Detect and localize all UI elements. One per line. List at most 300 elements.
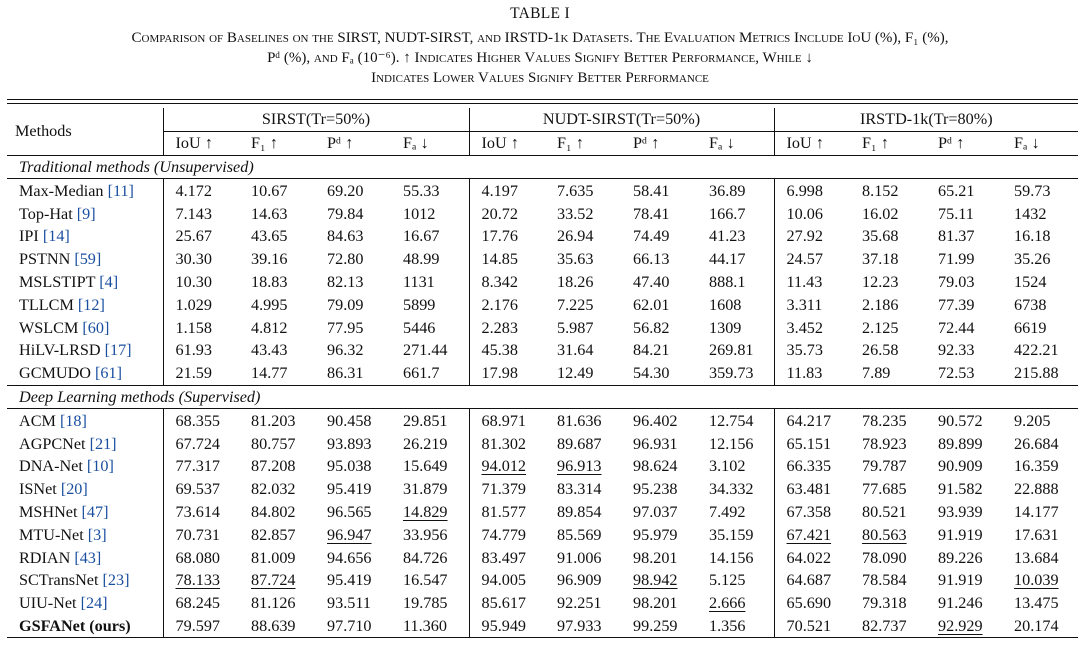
value-cell: 81.302 bbox=[469, 432, 545, 455]
value-cell: 97.933 bbox=[545, 615, 621, 638]
table-row bbox=[7, 455, 1078, 478]
value-cell: 68.080 bbox=[163, 546, 239, 569]
method-name-cell bbox=[7, 339, 163, 362]
value-cell: 74.49 bbox=[633, 227, 670, 246]
citation-link[interactable]: [20] bbox=[60, 480, 88, 499]
value-cell: 7.225 bbox=[557, 295, 594, 314]
table-body bbox=[7, 155, 1078, 638]
value-cell: 68.971 bbox=[469, 409, 545, 432]
table-row bbox=[7, 271, 1078, 294]
value-cell: 45.38 bbox=[469, 339, 545, 362]
method-name: UIU-Net bbox=[19, 594, 77, 613]
citation-link[interactable]: [43] bbox=[74, 548, 102, 567]
value-cell: 95.419 bbox=[327, 571, 372, 590]
value-cell: 96.909 bbox=[557, 571, 602, 590]
method-name-cell bbox=[7, 202, 163, 225]
value-cell: 63.481 bbox=[774, 478, 850, 501]
method-name-cell bbox=[7, 316, 163, 339]
value-cell: 5446 bbox=[403, 318, 436, 337]
value-cell: 84.802 bbox=[251, 502, 296, 521]
value-cell: 6.998 bbox=[774, 179, 850, 202]
value-cell: 17.76 bbox=[469, 225, 545, 248]
value-cell: 8.342 bbox=[469, 271, 545, 294]
method-name: AGPCNet bbox=[19, 434, 86, 453]
value-cell: 4.812 bbox=[251, 318, 288, 337]
method-name-cell bbox=[7, 409, 163, 432]
value-cell: 74.779 bbox=[469, 523, 545, 546]
citation-link[interactable]: [24] bbox=[80, 594, 108, 613]
value-cell: 87.724 bbox=[251, 571, 296, 590]
value-cell: 16.359 bbox=[1014, 457, 1059, 476]
table-row bbox=[7, 478, 1078, 501]
method-name-cell bbox=[7, 546, 163, 569]
value-cell: 1.029 bbox=[163, 293, 239, 316]
value-cell: 12.49 bbox=[557, 364, 594, 383]
method-name: SCTransNet bbox=[19, 571, 99, 590]
value-cell: 6738 bbox=[1014, 295, 1047, 314]
citation-link[interactable]: [18] bbox=[59, 411, 87, 430]
value-cell: 3.102 bbox=[709, 457, 746, 476]
metric-header: F₁ ↑ bbox=[850, 131, 926, 155]
value-cell: 41.23 bbox=[709, 227, 746, 246]
value-cell: 2.666 bbox=[709, 594, 746, 613]
value-cell: 1608 bbox=[709, 295, 742, 314]
value-cell: 68.245 bbox=[163, 592, 239, 615]
value-cell: 21.59 bbox=[163, 362, 239, 385]
value-cell: 7.89 bbox=[862, 364, 891, 383]
value-cell: 97.037 bbox=[633, 502, 678, 521]
value-cell: 96.32 bbox=[327, 341, 364, 360]
value-cell: 4.197 bbox=[469, 179, 545, 202]
metric-header: F₁ ↑ bbox=[545, 131, 621, 155]
method-name: Max-Median bbox=[19, 181, 104, 200]
value-cell: 95.038 bbox=[327, 457, 372, 476]
value-cell: 166.7 bbox=[709, 204, 746, 223]
comparison-table bbox=[7, 108, 1078, 638]
value-cell: 95.979 bbox=[633, 525, 678, 544]
value-cell: 7.492 bbox=[709, 502, 746, 521]
value-cell: 14.156 bbox=[709, 548, 754, 567]
value-cell: 14.829 bbox=[403, 502, 448, 521]
value-cell: 78.41 bbox=[633, 204, 670, 223]
value-cell: 5.125 bbox=[709, 571, 746, 590]
value-cell: 47.40 bbox=[633, 272, 670, 291]
value-cell: 62.01 bbox=[633, 295, 670, 314]
value-cell: 6619 bbox=[1014, 318, 1047, 337]
value-cell: 92.251 bbox=[557, 594, 602, 613]
table-row bbox=[7, 523, 1078, 546]
value-cell: 11.83 bbox=[774, 362, 850, 385]
value-cell: 215.88 bbox=[1014, 364, 1059, 383]
value-cell: 3.452 bbox=[774, 316, 850, 339]
value-cell: 71.99 bbox=[938, 250, 975, 269]
method-name-cell bbox=[7, 271, 163, 294]
value-cell: 1309 bbox=[709, 318, 742, 337]
value-cell: 96.947 bbox=[327, 525, 372, 544]
citation-link[interactable]: [60] bbox=[82, 318, 110, 337]
value-cell: 72.44 bbox=[938, 318, 975, 337]
value-cell: 83.497 bbox=[469, 546, 545, 569]
value-cell: 359.73 bbox=[709, 364, 754, 383]
table-row bbox=[7, 432, 1078, 455]
caption-line: Pᵈ (%), and Fₐ (10⁻⁶). ↑ Indicates Higher Values Signify Better Performance, While ↓ bbox=[267, 50, 813, 66]
citation-link[interactable]: [14] bbox=[42, 227, 70, 246]
value-cell: 24.57 bbox=[774, 248, 850, 271]
value-cell: 81.009 bbox=[251, 548, 296, 567]
value-cell: 33.52 bbox=[557, 204, 594, 223]
value-cell: 79.597 bbox=[163, 615, 239, 638]
value-cell: 18.83 bbox=[251, 272, 288, 291]
section-header-row bbox=[7, 155, 1078, 179]
value-cell: 69.20 bbox=[327, 181, 364, 200]
citation-link[interactable]: [59] bbox=[74, 250, 102, 269]
value-cell: 12.156 bbox=[709, 434, 754, 453]
value-cell: 16.67 bbox=[403, 227, 440, 246]
value-cell: 78.133 bbox=[163, 569, 239, 592]
group-header-sirst: SIRST(Tr=50%) bbox=[163, 108, 469, 131]
value-cell: 77.317 bbox=[163, 455, 239, 478]
value-cell: 27.92 bbox=[774, 225, 850, 248]
value-cell: 96.402 bbox=[633, 411, 678, 430]
citation-link[interactable]: [4] bbox=[99, 272, 119, 291]
value-cell: 66.13 bbox=[633, 250, 670, 269]
method-name-cell bbox=[7, 293, 163, 316]
citation-link[interactable]: [12] bbox=[77, 295, 105, 314]
method-name-cell bbox=[7, 455, 163, 478]
table-row bbox=[7, 362, 1078, 385]
table-row bbox=[7, 615, 1078, 638]
value-cell: 73.614 bbox=[163, 501, 239, 524]
value-cell: 77.39 bbox=[938, 295, 975, 314]
value-cell: 34.332 bbox=[709, 480, 754, 499]
value-cell: 95.238 bbox=[633, 480, 678, 499]
value-cell: 98.942 bbox=[633, 571, 678, 590]
value-cell: 67.724 bbox=[163, 432, 239, 455]
value-cell: 81.577 bbox=[469, 501, 545, 524]
method-name-cell bbox=[7, 432, 163, 455]
value-cell: 91.006 bbox=[557, 548, 602, 567]
value-cell: 14.77 bbox=[251, 364, 288, 383]
citation-link[interactable]: [17] bbox=[104, 341, 132, 360]
citation-link[interactable]: [21] bbox=[89, 434, 117, 453]
value-cell: 92.929 bbox=[926, 615, 1002, 638]
method-name: ISNet bbox=[19, 480, 57, 499]
value-cell: 43.43 bbox=[251, 341, 288, 360]
citation-link[interactable]: [9] bbox=[76, 204, 96, 223]
value-cell: 35.63 bbox=[557, 250, 594, 269]
value-cell: 80.521 bbox=[862, 502, 907, 521]
method-name-cell bbox=[7, 615, 163, 638]
value-cell: 55.33 bbox=[403, 181, 440, 200]
value-cell: 96.565 bbox=[327, 502, 372, 521]
method-name: PSTNN bbox=[19, 250, 71, 269]
value-cell: 82.032 bbox=[251, 480, 296, 499]
top-rule bbox=[7, 99, 1078, 100]
value-cell: 12.754 bbox=[709, 411, 754, 430]
value-cell: 64.022 bbox=[774, 546, 850, 569]
group-header-nudt: NUDT-SIRST(Tr=50%) bbox=[469, 108, 774, 131]
value-cell: 93.511 bbox=[327, 594, 371, 613]
table-row bbox=[7, 202, 1078, 225]
value-cell: 96.931 bbox=[633, 434, 678, 453]
method-name: TLLCM bbox=[19, 295, 74, 314]
table-row bbox=[7, 409, 1078, 432]
value-cell: 888.1 bbox=[709, 272, 746, 291]
value-cell: 77.95 bbox=[327, 318, 364, 337]
method-name: ACM bbox=[19, 411, 56, 430]
value-cell: 20.72 bbox=[469, 202, 545, 225]
citation-link[interactable]: [3] bbox=[87, 525, 107, 544]
method-name: IPI bbox=[19, 227, 39, 246]
group-header-irstd: IRSTD-1k(Tr=80%) bbox=[774, 108, 1078, 131]
value-cell: 271.44 bbox=[403, 341, 448, 360]
value-cell: 78.235 bbox=[862, 411, 907, 430]
value-cell: 96.913 bbox=[557, 457, 602, 476]
table-row bbox=[7, 248, 1078, 271]
value-cell: 14.63 bbox=[251, 204, 288, 223]
value-cell: 84.63 bbox=[327, 227, 364, 246]
value-cell: 26.94 bbox=[557, 227, 594, 246]
value-cell: 1.158 bbox=[163, 316, 239, 339]
value-cell: 56.82 bbox=[633, 318, 670, 337]
value-cell: 36.89 bbox=[709, 181, 746, 200]
header-metric-row bbox=[7, 131, 1078, 155]
value-cell: 82.857 bbox=[251, 525, 296, 544]
methods-header: Methods bbox=[7, 108, 163, 155]
value-cell: 98.201 bbox=[633, 594, 678, 613]
value-cell: 26.684 bbox=[1014, 434, 1059, 453]
value-cell: 84.21 bbox=[633, 341, 670, 360]
method-name: GSFANet (ours) bbox=[19, 616, 131, 635]
table-row bbox=[7, 501, 1078, 524]
metric-header: Fₐ ↓ bbox=[391, 131, 469, 155]
value-cell: 2.283 bbox=[469, 316, 545, 339]
value-cell: 93.893 bbox=[327, 434, 372, 453]
value-cell: 67.358 bbox=[774, 501, 850, 524]
value-cell: 69.537 bbox=[163, 478, 239, 501]
header-group-row bbox=[7, 108, 1078, 131]
citation-link[interactable]: [61] bbox=[95, 364, 122, 383]
value-cell: 81.126 bbox=[251, 594, 296, 613]
value-cell: 59.73 bbox=[1014, 181, 1051, 200]
value-cell: 82.737 bbox=[850, 615, 926, 638]
value-cell: 2.186 bbox=[862, 295, 899, 314]
value-cell: 7.635 bbox=[557, 181, 594, 200]
section-label: Traditional methods (Unsupervised) bbox=[7, 155, 1078, 179]
value-cell: 98.624 bbox=[633, 457, 678, 476]
citation-link[interactable]: [23] bbox=[102, 571, 130, 590]
value-cell: 61.93 bbox=[163, 339, 239, 362]
value-cell: 81.636 bbox=[557, 411, 602, 430]
value-cell: 15.649 bbox=[403, 457, 448, 476]
value-cell: 89.854 bbox=[557, 502, 602, 521]
value-cell: 84.726 bbox=[403, 548, 448, 567]
citation-link[interactable]: [47] bbox=[81, 502, 109, 521]
value-cell: 85.569 bbox=[557, 525, 602, 544]
value-cell: 81.203 bbox=[251, 411, 296, 430]
value-cell: 31.64 bbox=[557, 341, 594, 360]
metric-header: Pᵈ ↑ bbox=[315, 131, 391, 155]
value-cell: 18.26 bbox=[557, 272, 594, 291]
table-row bbox=[7, 339, 1078, 362]
value-cell: 2.125 bbox=[862, 318, 899, 337]
value-cell: 80.757 bbox=[251, 434, 296, 453]
value-cell: 66.335 bbox=[774, 455, 850, 478]
value-cell: 79.787 bbox=[862, 457, 907, 476]
value-cell: 35.68 bbox=[862, 227, 899, 246]
value-cell: 65.21 bbox=[938, 181, 975, 200]
table-title: TABLE I bbox=[510, 5, 570, 22]
value-cell: 19.785 bbox=[403, 594, 448, 613]
value-cell: 10.30 bbox=[163, 271, 239, 294]
value-cell: 35.159 bbox=[709, 525, 754, 544]
value-cell: 58.41 bbox=[633, 181, 670, 200]
section-label: Deep Learning methods (Supervised) bbox=[7, 385, 1078, 409]
value-cell: 91.582 bbox=[938, 480, 983, 499]
value-cell: 10.039 bbox=[1014, 571, 1059, 590]
method-name-cell bbox=[7, 179, 163, 202]
value-cell: 85.617 bbox=[469, 592, 545, 615]
top-rule-thin bbox=[7, 103, 1078, 104]
value-cell: 3.311 bbox=[774, 293, 850, 316]
table-row bbox=[7, 293, 1078, 316]
value-cell: 68.355 bbox=[163, 409, 239, 432]
value-cell: 1.356 bbox=[697, 615, 774, 638]
value-cell: 11.43 bbox=[774, 271, 850, 294]
value-cell: 1012 bbox=[403, 204, 436, 223]
value-cell: 2.176 bbox=[469, 293, 545, 316]
value-cell: 10.67 bbox=[251, 181, 288, 200]
value-cell: 94.005 bbox=[469, 569, 545, 592]
value-cell: 89.226 bbox=[938, 548, 983, 567]
value-cell: 4.172 bbox=[163, 179, 239, 202]
value-cell: 78.584 bbox=[862, 571, 907, 590]
caption-line: Comparison of Baselines on the SIRST, NUDT-SIRST, and IRSTD-1k Datasets. The Evaluation Metrics Include IoU (%), F₁ (%), bbox=[131, 30, 949, 46]
value-cell: 79.03 bbox=[938, 272, 975, 291]
value-cell: 79.84 bbox=[327, 204, 364, 223]
method-name-cell bbox=[7, 248, 163, 271]
value-cell: 16.02 bbox=[862, 204, 899, 223]
value-cell: 75.11 bbox=[938, 204, 974, 223]
method-name-cell bbox=[7, 478, 163, 501]
value-cell: 92.33 bbox=[938, 341, 975, 360]
metric-header: IoU ↑ bbox=[163, 131, 239, 155]
value-cell: 1131 bbox=[403, 272, 435, 291]
value-cell: 14.177 bbox=[1014, 502, 1059, 521]
value-cell: 72.80 bbox=[327, 250, 364, 269]
method-name: WSLCM bbox=[19, 318, 79, 337]
value-cell: 77.685 bbox=[862, 480, 907, 499]
value-cell: 35.26 bbox=[1014, 250, 1051, 269]
value-cell: 39.16 bbox=[251, 250, 288, 269]
value-cell: 90.458 bbox=[327, 411, 372, 430]
value-cell: 17.631 bbox=[1014, 525, 1059, 544]
citation-link[interactable]: [10] bbox=[86, 457, 114, 476]
value-cell: 5899 bbox=[403, 295, 436, 314]
value-cell: 13.684 bbox=[1014, 548, 1059, 567]
value-cell: 87.208 bbox=[251, 457, 296, 476]
value-cell: 95.949 bbox=[469, 615, 545, 638]
value-cell: 94.012 bbox=[469, 455, 545, 478]
value-cell: 17.98 bbox=[469, 362, 545, 385]
value-cell: 31.879 bbox=[403, 480, 448, 499]
value-cell: 13.475 bbox=[1014, 594, 1059, 613]
value-cell: 78.090 bbox=[862, 548, 907, 567]
value-cell: 16.547 bbox=[403, 571, 448, 590]
value-cell: 30.30 bbox=[163, 248, 239, 271]
value-cell: 90.909 bbox=[938, 457, 983, 476]
method-name-cell bbox=[7, 225, 163, 248]
value-cell: 82.13 bbox=[327, 272, 364, 291]
value-cell: 10.06 bbox=[774, 202, 850, 225]
value-cell: 79.318 bbox=[862, 594, 907, 613]
value-cell: 43.65 bbox=[251, 227, 288, 246]
value-cell: 26.219 bbox=[403, 434, 448, 453]
table-row bbox=[7, 225, 1078, 248]
value-cell: 661.7 bbox=[403, 364, 440, 383]
value-cell: 65.690 bbox=[774, 592, 850, 615]
value-cell: 35.73 bbox=[774, 339, 850, 362]
value-cell: 8.152 bbox=[862, 181, 899, 200]
value-cell: 89.899 bbox=[938, 434, 983, 453]
citation-link[interactable]: [11] bbox=[107, 181, 134, 200]
method-name: DNA-Net bbox=[19, 457, 83, 476]
metric-header: Fₐ ↓ bbox=[697, 131, 774, 155]
value-cell: 91.246 bbox=[938, 594, 983, 613]
metric-header: Pᵈ ↑ bbox=[926, 131, 1002, 155]
section-header-row bbox=[7, 385, 1078, 409]
method-name: HiLV-LRSD bbox=[19, 341, 101, 360]
table-row bbox=[7, 592, 1078, 615]
method-name: MTU-Net bbox=[19, 525, 84, 544]
value-cell: 98.201 bbox=[633, 548, 678, 567]
method-name-cell bbox=[7, 501, 163, 524]
value-cell: 65.151 bbox=[774, 432, 850, 455]
value-cell: 93.939 bbox=[938, 502, 983, 521]
value-cell: 97.710 bbox=[315, 615, 391, 638]
metric-header: Fₐ ↓ bbox=[1002, 131, 1078, 155]
value-cell: 67.421 bbox=[774, 523, 850, 546]
metric-header: IoU ↑ bbox=[774, 131, 850, 155]
value-cell: 20.174 bbox=[1002, 615, 1078, 638]
value-cell: 71.379 bbox=[469, 478, 545, 501]
value-cell: 29.851 bbox=[403, 411, 448, 430]
value-cell: 79.09 bbox=[327, 295, 364, 314]
value-cell: 81.37 bbox=[938, 227, 975, 246]
value-cell: 269.81 bbox=[709, 341, 754, 360]
value-cell: 94.656 bbox=[327, 548, 372, 567]
value-cell: 64.687 bbox=[774, 569, 850, 592]
method-name-cell bbox=[7, 592, 163, 615]
value-cell: 89.687 bbox=[557, 434, 602, 453]
value-cell: 83.314 bbox=[557, 480, 602, 499]
value-cell: 422.21 bbox=[1014, 341, 1059, 360]
method-name-cell bbox=[7, 569, 163, 592]
method-name-cell bbox=[7, 523, 163, 546]
value-cell: 1432 bbox=[1014, 204, 1047, 223]
value-cell: 70.521 bbox=[774, 615, 850, 638]
method-name: Top-Hat bbox=[19, 204, 73, 223]
value-cell: 90.572 bbox=[938, 411, 983, 430]
value-cell: 7.143 bbox=[163, 202, 239, 225]
metric-header: Pᵈ ↑ bbox=[621, 131, 697, 155]
value-cell: 14.85 bbox=[469, 248, 545, 271]
value-cell: 78.923 bbox=[862, 434, 907, 453]
method-name: MSHNet bbox=[19, 502, 78, 521]
method-name-cell bbox=[7, 362, 163, 385]
value-cell: 48.99 bbox=[403, 250, 440, 269]
caption-line: Indicates Lower Values Signify Better Performance bbox=[371, 70, 709, 86]
